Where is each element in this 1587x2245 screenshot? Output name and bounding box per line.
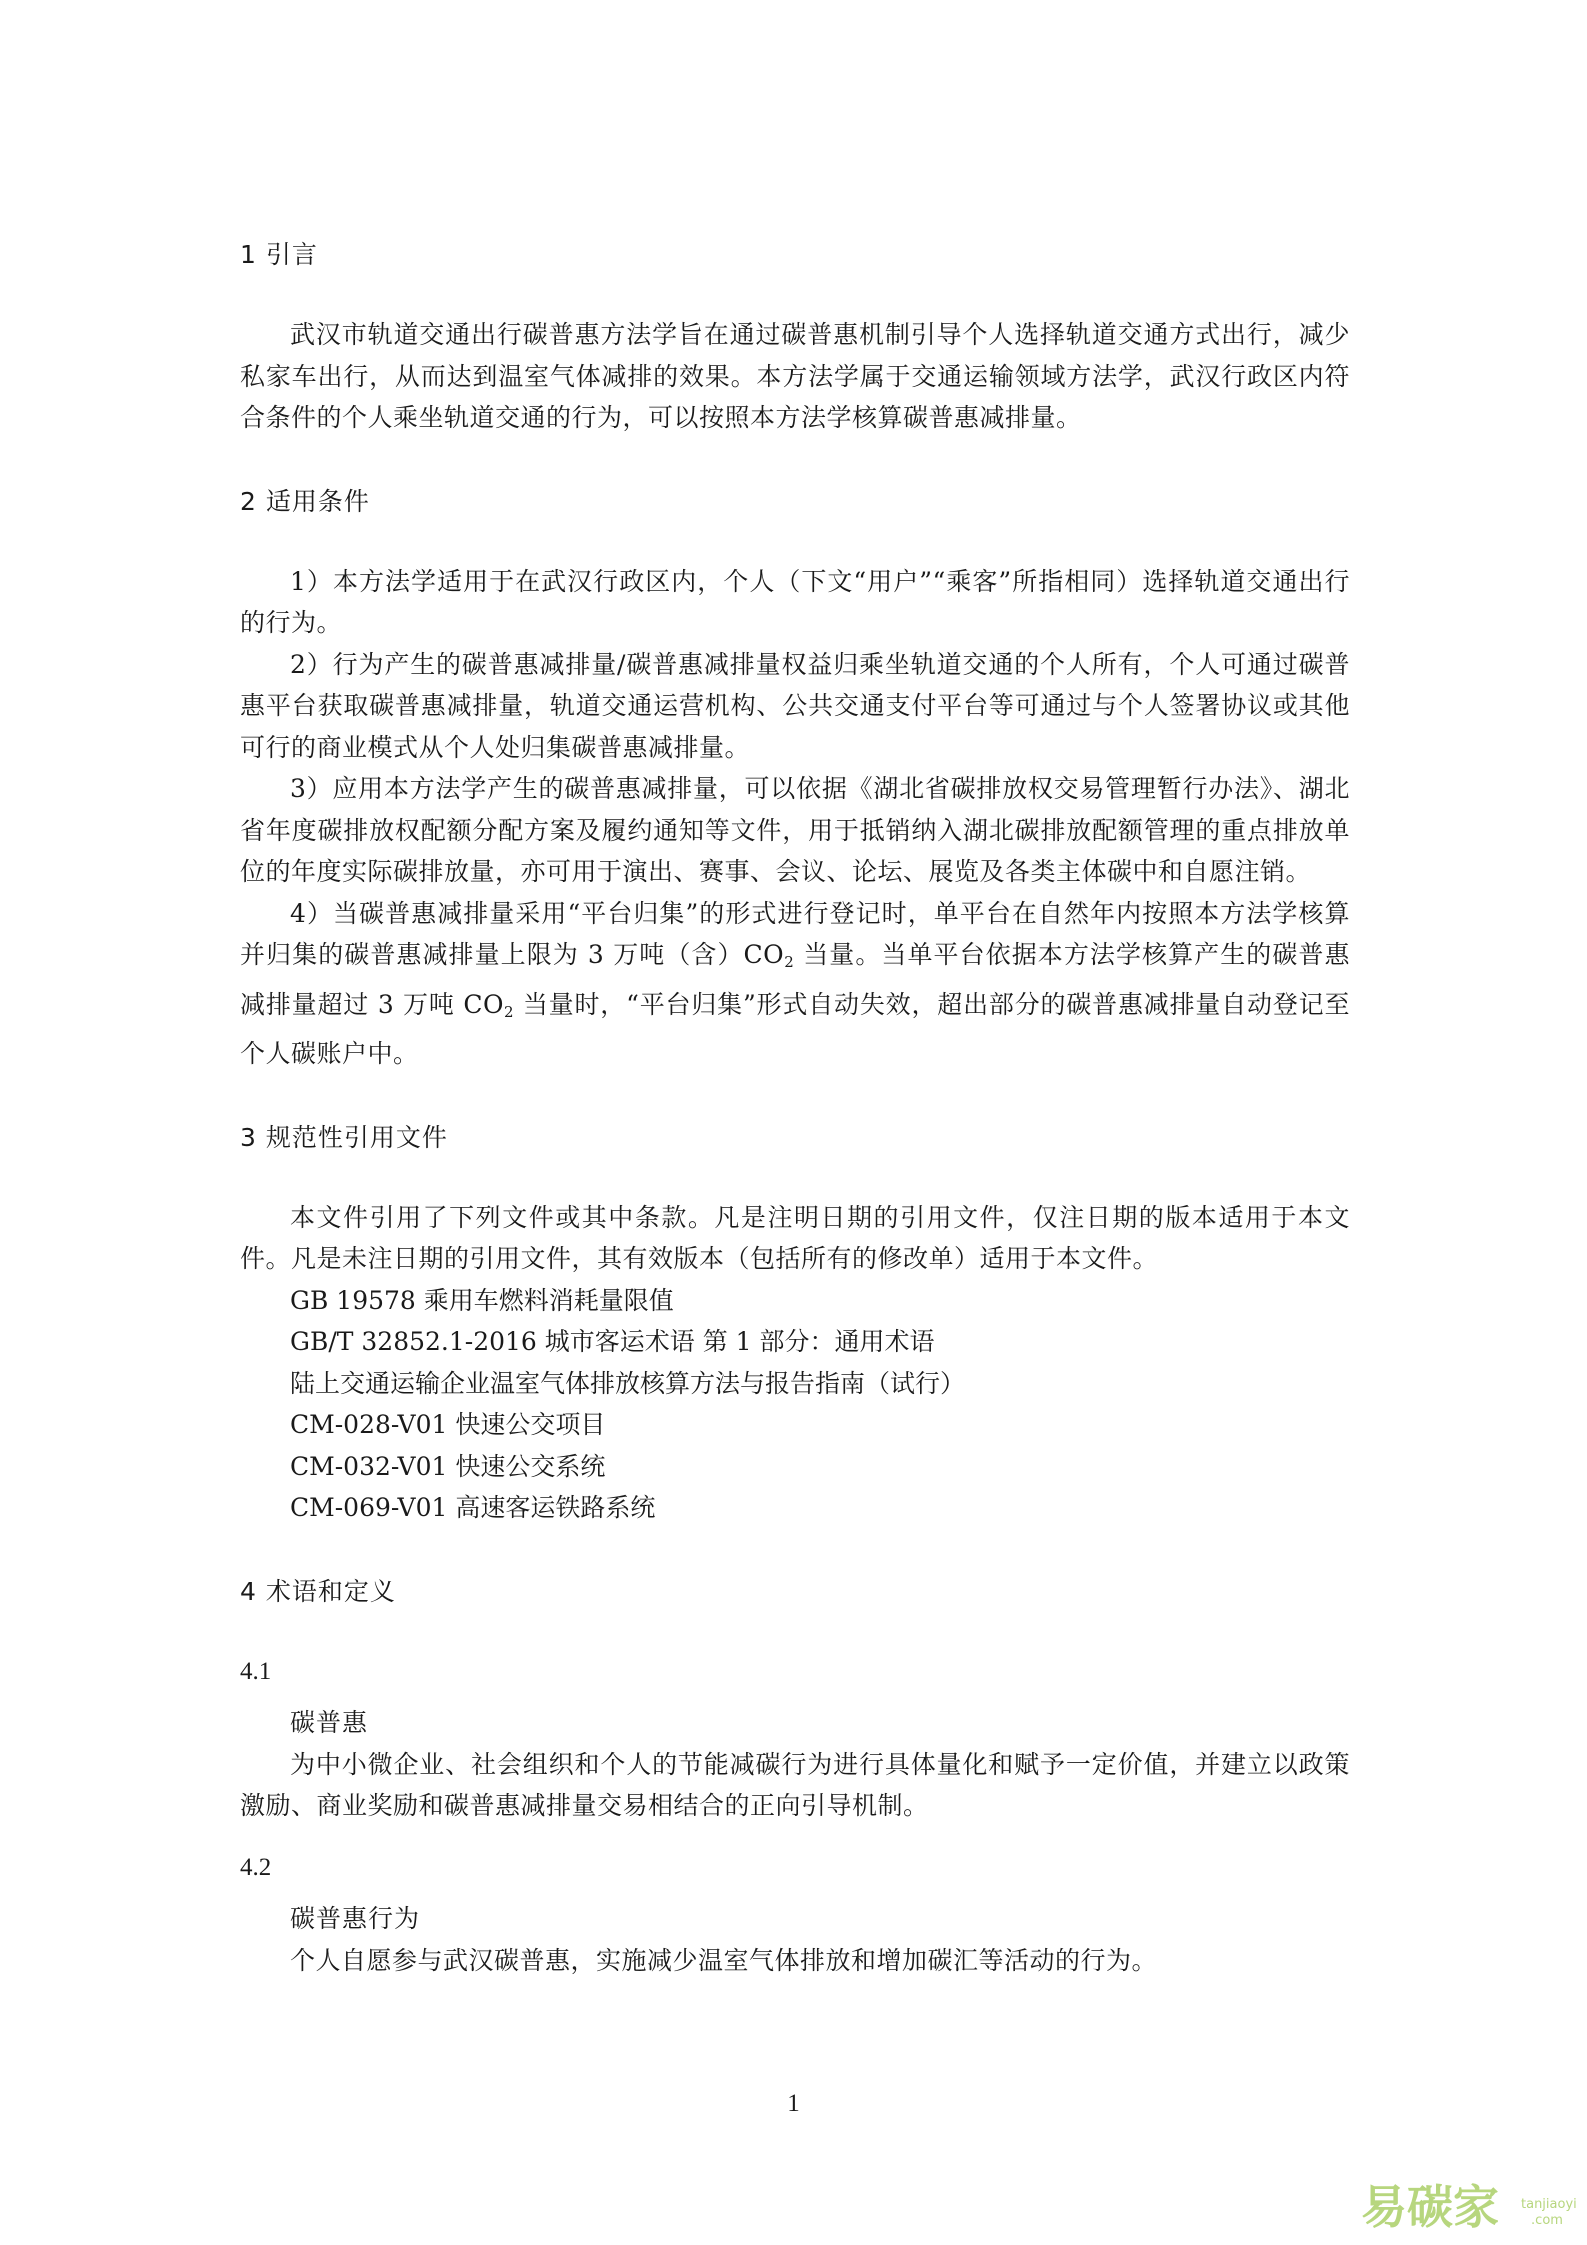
item4-part1: 4）当碳普惠减排量采用“平台归集”的形式进行登记时，单平台在自然年内按照本方法学核算并归集的碳普惠减排量上限为 3 万吨（含）CO [240,898,1350,969]
section-4-heading: 4 术语和定义 [240,1576,396,1606]
co2-subscript: 2 [504,1002,515,1021]
section-1-heading: 1 引言 [240,240,318,269]
reference-item: CM-032-V01 快速公交系统 [290,1451,606,1481]
co2-subscript: 2 [784,953,795,971]
term-name: 碳普惠行为 [290,1904,421,1933]
section-3-heading: 3 规范性引用文件 [240,1122,448,1152]
term-definition: 个人自愿参与武汉碳普惠，实施减少温室气体排放和增加碳汇等活动的行为。 [290,1945,1158,1975]
reference-item: CM-028-V01 快速公交项目 [290,1410,606,1439]
term-definition: 为中小微企业、社会组织和个人的节能减碳行为进行具体量化和赋予一定价值，并建立以政策激励、商业奖励和碳普惠减排量交易相结合的正向引导机制。 [240,1749,1350,1820]
section-2-heading: 2 适用条件 [240,486,370,516]
term-name: 碳普惠 [290,1708,369,1737]
reference-item: GB/T 32852.1-2016 城市客运术语 第 1 部分：通用术语 [290,1327,935,1356]
watermark-url: tanjiaoyi .com [1521,2197,1577,2228]
term-number: 4.2 [240,1853,272,1881]
item4-part2: 当量。当单平台依据本方法学核算产生的碳普惠减排量超过 3 万吨 CO [240,940,1350,1019]
page-number: 1 [787,2090,800,2117]
watermark-glyphs: 易碳家 [1361,2180,1499,2234]
page-content [240,236,1350,1981]
term-number: 4.1 [240,1657,272,1685]
condition-item: 1）本方法学适用于在武汉行政区内，个人（下文“用户”“乘客”所指相同）选择轨道交通出行的行为。 [240,566,1350,637]
reference-item: 陆上交通运输企业温室气体排放核算方法与报告指南（试行） [290,1368,966,1398]
reference-item: GB 19578 乘用车燃料消耗量限值 [290,1285,674,1315]
condition-item: 2）行为产生的碳普惠减排量/碳普惠减排量权益归乘坐轨道交通的个人所有，个人可通过碳普惠平台获取碳普惠减排量，轨道交通运营机构、公共交通支付平台等可通过与个人签署协议或其他可行的商业模式从个人处归集碳普惠减排量。 [240,649,1350,762]
condition-item: 3）应用本方法学产生的碳普惠减排量，可以依据《湖北省碳排放权交易管理暂行办法》、湖北省年度碳排放权配额分配方案及履约通知等文件，用于抵销纳入湖北碳排放配额管理的重点排放单位的年度实际碳排放量，亦可用于演出、赛事、会议、论坛、展览及各类主体碳中和自愿注销。 [240,774,1350,886]
section-3-paragraph: 本文件引用了下列文件或其中条款。凡是注明日期的引用文件，仅注日期的版本适用于本文件。凡是未注日期的引用文件，其有效版本（包括所有的修改单）适用于本文件。 [240,1202,1350,1273]
condition-item-4 [240,893,1350,1075]
item4-part3: 当量时，“平台归集”形式自动失效，超出部分的碳普惠减排量自动登记至个人碳账户中。 [240,989,1350,1068]
section-1-paragraph: 武汉市轨道交通出行碳普惠方法学旨在通过碳普惠机制引导个人选择轨道交通方式出行，减少私家车出行，从而达到温室气体减排的效果。本方法学属于交通运输领域方法学，武汉行政区内符合条件的个人乘坐轨道交通的行为，可以按照本方法学核算碳普惠减排量。 [240,320,1350,432]
watermark-logo [1361,2177,1577,2239]
reference-item: CM-069-V01 高速客运铁路系统 [290,1493,656,1522]
